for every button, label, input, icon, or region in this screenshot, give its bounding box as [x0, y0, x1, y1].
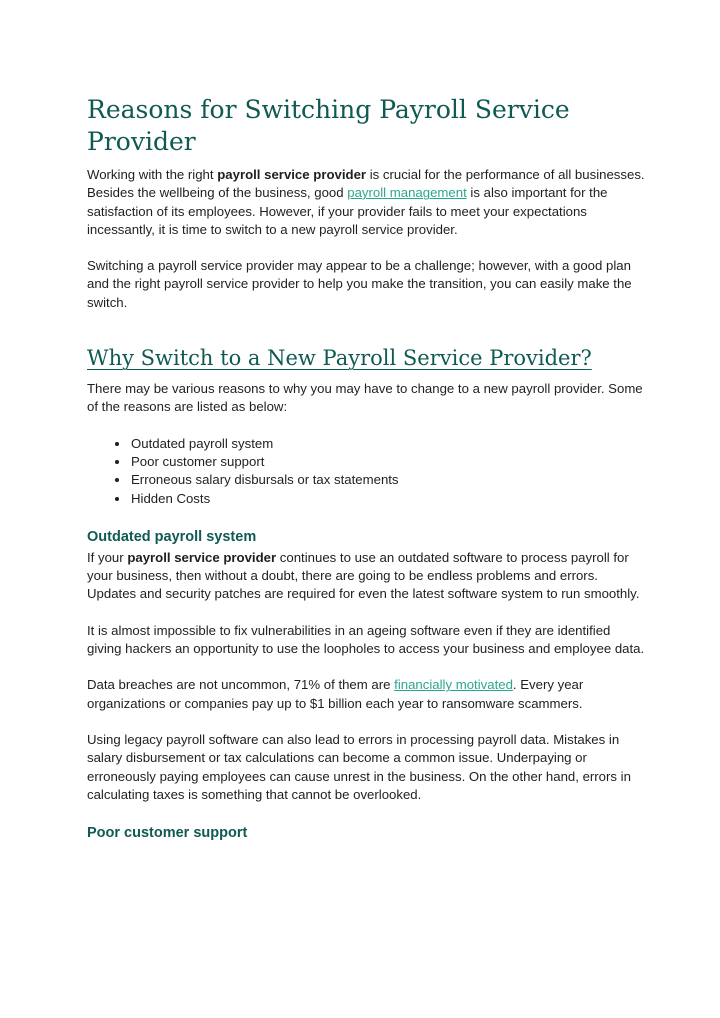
intro-bold-provider: payroll service provider [217, 167, 367, 182]
reasons-list [87, 435, 647, 508]
list-item: • Erroneous salary disbursals or tax statements [130, 471, 647, 489]
why-paragraph: There may be various reasons to why you may have to change to a new payroll provider. Some of the reasons are listed as below: [87, 381, 643, 415]
outdated-paragraph-4: Using legacy payroll software can also lead to errors in processing payroll data. Mistakes in salary disbursement or tax calculations can become a common issue. Underpaying or erroneously paying employees can cause unrest in the business. On the other hand, errors in calculating taxes is something that cannot be overlooked. [87, 731, 631, 802]
page-title: Reasons for Switching Payroll Service Provider [87, 95, 570, 156]
outdated-bold-provider: payroll service provider [127, 549, 277, 565]
outdated-paragraph-3 [87, 676, 647, 713]
poor-support-heading: Poor customer support [87, 825, 248, 842]
outdated-heading: Outdated payroll system [87, 528, 257, 545]
breach-text-a: Data breaches are not uncommon, 71% of them are [87, 677, 395, 693]
document-page [87, 94, 647, 845]
outdated-text-c: continues to use an outdated software to process payroll for your business, then without a doubt, there are going to be endless problems and errors. Updates and security patches are required for even the latest software system to run smoothly. [87, 549, 640, 602]
outdated-text-a: If your [87, 549, 128, 565]
breach-text-b: . Every year organizations or companies pay up to $1 billion each year to ransomware scammers. [87, 677, 584, 711]
intro-paragraph-1 [87, 166, 647, 239]
list-item: • Hidden Costs [130, 490, 647, 508]
list-item: • Poor customer support [130, 453, 647, 471]
payroll-management-link[interactable]: payroll management [347, 185, 467, 201]
outdated-paragraph-1 [87, 549, 647, 604]
financially-motivated-link[interactable]: financially motivated [394, 677, 513, 693]
intro-text-a: Working with the right [87, 167, 218, 182]
intro-text-d: is also important for the satisfaction of its employees. However, if your provider fails to meet your expectations incessantly, it is time to switch to a new payroll service provider. [87, 185, 608, 237]
outdated-paragraph-2: It is almost impossible to fix vulnerabilities in an ageing software even if they are identified giving hackers an opportunity to use the loopholes to access your business and employee data. [87, 622, 645, 657]
intro-paragraph-2: Switching a payroll service provider may appear to be a challenge; however, with a good plan and the right payroll service provider to help you make the transition, you can easily make the switch. [87, 258, 632, 310]
why-switch-heading: Why Switch to a New Payroll Service Provider? [87, 346, 592, 371]
list-item: • Outdated payroll system [130, 435, 647, 453]
intro-text-c: is crucial for the performance of all businesses. Besides the wellbeing of the business, good [87, 167, 645, 201]
